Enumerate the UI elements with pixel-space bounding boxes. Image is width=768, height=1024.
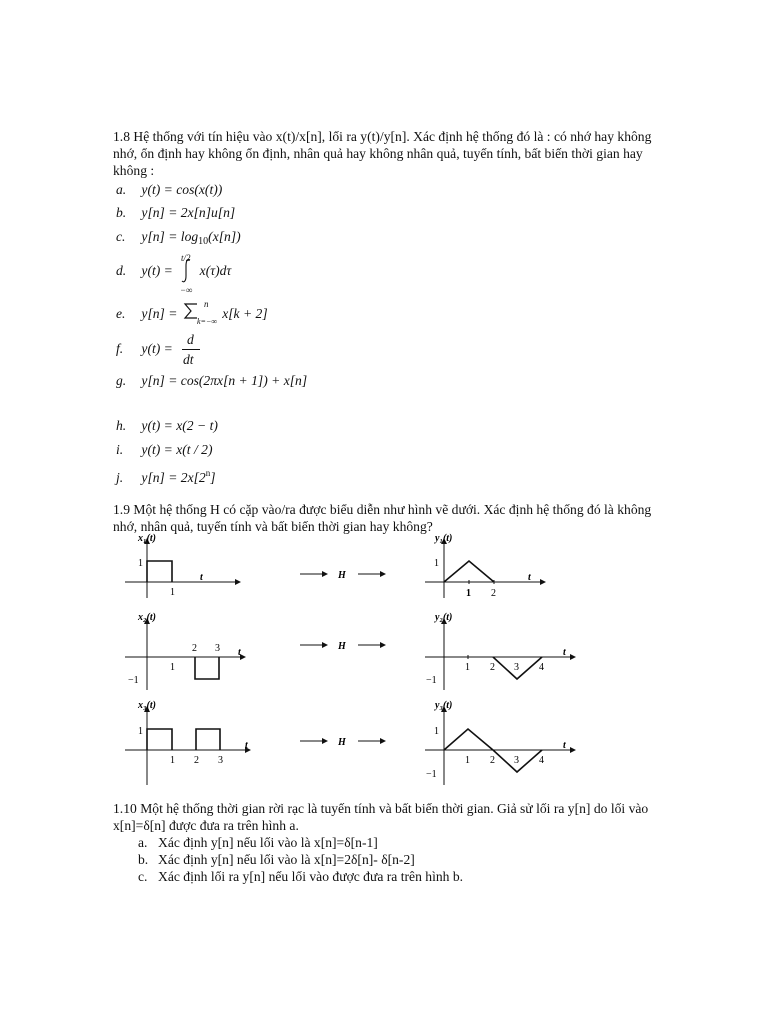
- svg-text:1: 1: [434, 558, 439, 569]
- system-h-label-1: H: [338, 570, 346, 581]
- svg-text:−1: −1: [426, 675, 437, 686]
- x2-pulse: [195, 657, 219, 679]
- x1-pulse: [147, 561, 172, 582]
- y3-t: t: [563, 740, 566, 751]
- equation-g: g. y[n] = cos(2πx[n + 1]) + x[n]: [116, 373, 308, 388]
- svg-text:−1: −1: [426, 769, 437, 780]
- problem-1-10-item-b: b. Xác định y[n] nếu lối vào là x[n]=2δ[n]- δ[n-2]: [138, 852, 415, 867]
- system-h-label-3: H: [338, 737, 346, 748]
- x1-t: t: [200, 572, 203, 583]
- equation-e: e. y[n] = x[k + 2]: [116, 306, 268, 321]
- svg-text:2: 2: [491, 588, 496, 599]
- sum-lower-limit: k=−∞: [197, 317, 218, 326]
- svg-text:3: 3: [514, 755, 519, 766]
- svg-text:4: 4: [539, 662, 544, 673]
- problem-1-10-text: 1.10 Một hệ thống thời gian rời rạc là tuyến tính và bất biến thời gian. Giả sử lối ra y[n] do lối vào x[n]=δ[n] được đưa ra trên hình a.: [113, 801, 649, 833]
- svg-text:2: 2: [194, 755, 199, 766]
- equation-b: b. y[n] = 2x[n]u[n]: [116, 205, 236, 220]
- svg-text:1: 1: [138, 726, 143, 737]
- x2-t: t: [238, 647, 241, 658]
- equation-f: f. y(t) =: [116, 341, 173, 356]
- y3-label: y₃(t): [435, 700, 453, 711]
- y2-t: t: [563, 647, 566, 658]
- equation-d: d. y(t) = x(τ)dτ: [116, 263, 232, 278]
- x3-pulse-1: [147, 729, 172, 750]
- equation-a: a. y(t) = cos(x(t)): [116, 182, 223, 197]
- integral-lower-limit: −∞: [180, 285, 193, 295]
- integral-upper-limit: t/2: [181, 253, 191, 263]
- svg-text:1: 1: [170, 587, 175, 598]
- x3-t: t: [245, 740, 248, 751]
- svg-text:1: 1: [138, 558, 143, 569]
- integral-sign-icon: [181, 258, 193, 284]
- fraction-bar: [182, 349, 200, 350]
- system-h-label-2: H: [338, 641, 346, 652]
- equation-i: i. y(t) = x(t / 2): [116, 442, 213, 457]
- x1-label: x₁(t): [138, 533, 156, 544]
- problem-1-9-figure: [110, 530, 580, 790]
- x2-label: x₂(t): [138, 612, 156, 623]
- problem-1-10-item-c: c. Xác định lối ra y[n] nếu lối vào được đưa ra trên hình b.: [138, 869, 464, 884]
- svg-text:3: 3: [514, 662, 519, 673]
- svg-text:1: 1: [170, 755, 175, 766]
- signals-figure: [110, 530, 580, 790]
- svg-text:1: 1: [466, 588, 471, 599]
- equation-c: c. $y[n] = \log_{10}(x[n])$: [116, 229, 241, 247]
- y1-label: y₁(t): [435, 533, 453, 544]
- x3-pulse-2: [196, 729, 220, 750]
- equation-h: h. y(t) = x(2 − t): [116, 418, 218, 433]
- derivative-numerator: d: [187, 332, 194, 347]
- y2-label: y₂(t): [435, 612, 453, 623]
- sum-sign-icon: [183, 302, 199, 320]
- svg-text:3: 3: [218, 755, 223, 766]
- problem-1-10-item-a: a. Xác định y[n] nếu lối vào là x[n]=δ[n-1]: [138, 835, 378, 850]
- problem-1-9-text: 1.9 Một hệ thống H có cặp vào/ra được biểu diễn như hình vẽ dưới. Xác định hệ thống đó là không nhớ, nhân quả, tuyến tính và bất biến thời gian hay không?: [113, 502, 652, 534]
- svg-text:2: 2: [490, 755, 495, 766]
- derivative-denominator: dt: [183, 352, 194, 367]
- equation-j: j. $y[n] = 2x[2^n]$: [116, 468, 216, 485]
- svg-text:1: 1: [434, 726, 439, 737]
- svg-text:1: 1: [465, 662, 470, 673]
- sum-upper-limit: n: [204, 299, 209, 309]
- svg-text:2: 2: [490, 662, 495, 673]
- problem-1-8-text: 1.8 Hệ thống với tín hiệu vào x(t)/x[n], lối ra y(t)/y[n]. Xác định hệ thống đó là : có nhớ hay không nhớ, ổn định hay không ổn định, nhân quả hay không nhân quả, tuyến tính, bất biến thời gian hay không :: [113, 129, 652, 178]
- svg-text:3: 3: [215, 643, 220, 654]
- y1-triangle: [444, 561, 494, 582]
- svg-text:−1: −1: [128, 675, 139, 686]
- svg-text:1: 1: [170, 662, 175, 673]
- svg-text:4: 4: [539, 755, 544, 766]
- y1-t: t: [528, 572, 531, 583]
- x3-label: x₃(t): [138, 700, 156, 711]
- svg-text:1: 1: [465, 755, 470, 766]
- svg-text:2: 2: [192, 643, 197, 654]
